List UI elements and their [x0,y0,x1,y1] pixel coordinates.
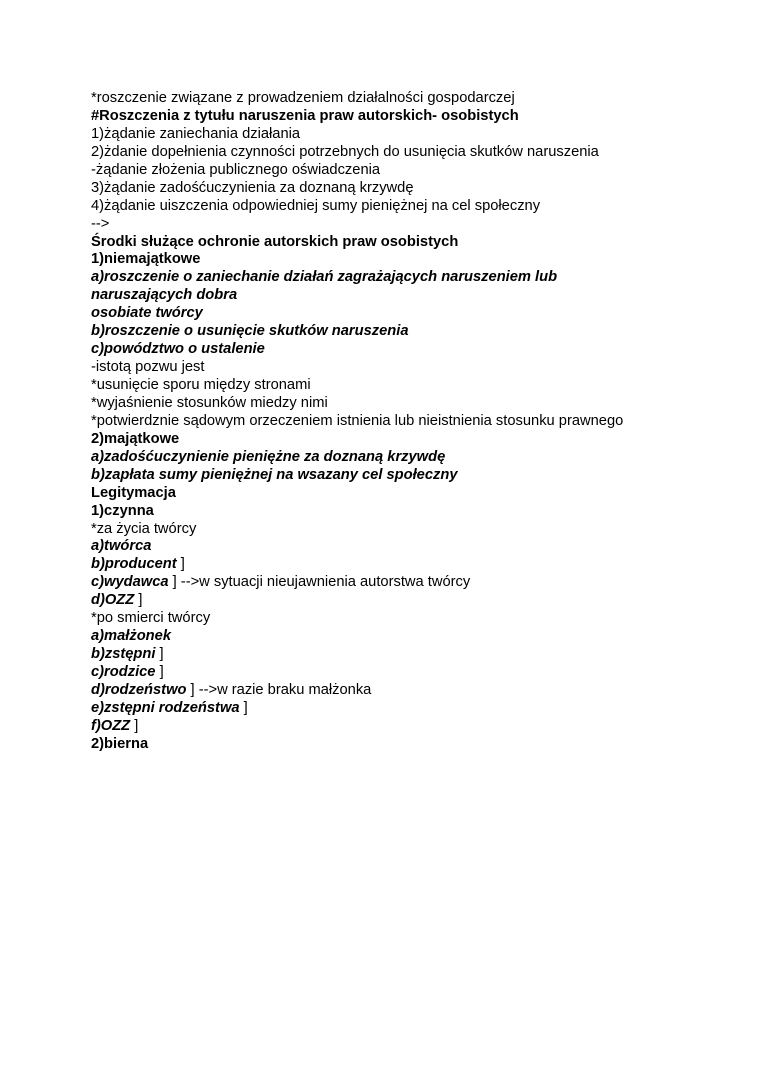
text-line [91,251,623,269]
text-line [91,538,623,556]
text-segment: b)roszczenie o usunięcie skutków naruszenia [91,323,409,340]
text-segment: -istotą pozwu jest [91,359,205,376]
text-line [91,216,623,234]
text-segment: f)OZZ [91,717,131,734]
text-segment: a)twórca [91,538,152,555]
text-segment: b)producent [91,556,177,573]
text-segment: ] -->w razie braku małżonka [186,681,372,698]
text-segment: 1)żądanie zaniechania działania [91,125,301,142]
text-segment: e)zstępni rodzeństwa [91,699,240,716]
text-segment: *za życia twórcy [91,520,197,537]
text-line [91,610,623,628]
text-line [91,126,623,144]
text-segment: b)zapłata sumy pieniężnej na wsazany cel społeczny [91,466,458,483]
text-segment: ] -->w sytuacji nieujawnienia autorstwa twórcy [168,574,471,591]
text-segment: c)wydawca [91,574,169,591]
text-segment: *wyjaśnienie stosunków miedzy nimi [91,394,328,411]
text-segment: *potwierdznie sądowym orzeczeniem istnienia lub nieistnienia stosunku prawnego [91,412,624,429]
text-line [91,664,623,682]
text-line [91,574,623,592]
text-segment: a)zadośćuczynienie pieniężne za doznaną krzywdę [91,448,446,465]
text-segment: c)powództwo o ustalenie [91,341,265,358]
text-line [91,503,623,521]
text-line [91,431,623,449]
document-page [91,90,623,754]
text-line [91,198,623,216]
text-line [91,449,623,467]
text-line [91,467,623,485]
text-segment: --> [91,215,110,232]
text-line [91,90,623,108]
text-segment: b)zstępni [91,646,156,663]
text-line [91,359,623,377]
text-segment: 2)żdanie dopełnienia czynności potrzebnych do usunięcia skutków naruszenia [91,143,599,160]
text-line [91,144,623,162]
text-line [91,682,623,700]
text-segment: ] [155,664,164,680]
text-segment: 2)majątkowe [91,430,180,447]
text-line [91,395,623,413]
text-segment: naruszających dobra [91,287,238,304]
text-line [91,700,623,718]
text-line [91,180,623,198]
text-segment: #Roszczenia z tytułu naruszenia praw autorskich- osobistych [91,107,519,124]
text-segment: *po smierci twórcy [91,610,211,627]
text-line [91,108,623,126]
text-segment: 1)czynna [91,502,154,519]
text-segment: osobiate twórcy [91,305,203,322]
text-segment: c)rodzice [91,664,156,680]
text-line [91,592,623,610]
text-segment: ] [239,699,248,716]
text-line [91,485,623,503]
text-segment: *roszczenie związane z prowadzeniem działalności gospodarczej [91,90,515,106]
text-segment: 4)żądanie uiszczenia odpowiedniej sumy pieniężnej na cel społeczny [91,197,541,214]
text-line [91,341,623,359]
text-segment: *usunięcie sporu między stronami [91,377,311,393]
text-line [91,234,623,252]
text-segment: ] [130,717,139,734]
text-line [91,269,623,287]
text-line [91,736,623,754]
text-segment: ] [134,592,143,609]
text-segment: 3)żądanie zadośćuczynienia za doznaną krzywdę [91,179,414,196]
text-line [91,305,623,323]
text-line [91,162,623,180]
text-segment: -żądanie złożenia publicznego oświadczenia [91,161,381,178]
text-line [91,521,623,539]
text-line [91,287,623,305]
text-segment: ] [155,646,164,663]
text-segment: a)małżonek [91,628,171,645]
text-line [91,718,623,736]
text-line [91,556,623,574]
text-line [91,323,623,341]
text-line [91,377,623,395]
text-segment: Legitymacja [91,484,176,501]
text-segment: 2)bierna [91,735,149,752]
text-line [91,413,623,431]
text-line [91,628,623,646]
text-segment: ] [176,556,185,573]
text-segment: 1)niemajątkowe [91,251,201,268]
text-line [91,646,623,664]
text-segment: d)OZZ [91,592,135,609]
text-segment: a)roszczenie o zaniechanie działań zagrażających naruszeniem lub [91,269,558,286]
text-segment: d)rodzeństwo [91,681,187,698]
text-segment: Środki służące ochronie autorskich praw osobistych [91,233,459,250]
